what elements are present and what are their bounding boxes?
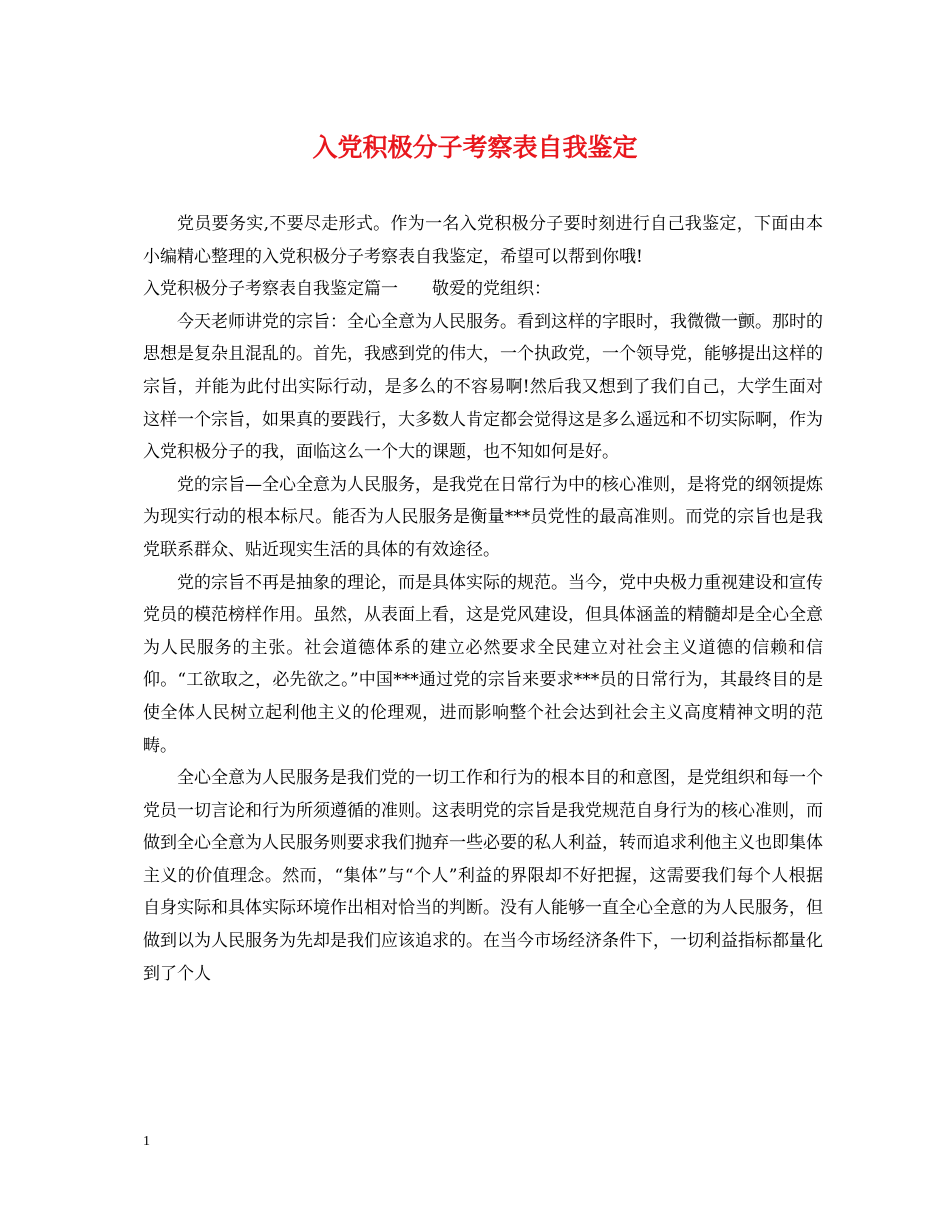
page-number: 1 bbox=[143, 1134, 150, 1149]
body-paragraph-3: 党的宗旨不再是抽象的理论，而是具体实际的规范。当今，党中央极力重视建设和宣传党员的模范榜样作用。虽然，从表面上看，这是党风建设，但具体涵盖的精髓却是全心全意为人民服务的主张。社会道德体系的建立必然要求全民建立对社会主义道德的信赖和信仰。“工欲取之，必先欲之。”中国***通过党的宗旨来要求***员的日常行为，其最终目的是使全体人民树立起利他主义的伦理观，进而影响整个社会达到社会主义高度精神文明的范畴。 bbox=[143, 572, 823, 756]
section-heading: 入党积极分子考察表自我鉴定篇一 敬爱的党组织： bbox=[143, 279, 551, 300]
intro-paragraph: 党员要务实,不要尽走形式。作为一名入党积极分子要时刻进行自己我鉴定，下面由本小编精心整理的入党积极分子考察表自我鉴定，希望可以帮到你哦! bbox=[143, 214, 823, 267]
body-paragraph-2: 党的宗旨—全心全意为人民服务，是我党在日常行为中的核心准则，是将党的纲领提炼为现实行动的根本标尺。能否为人民服务是衡量***员党性的最高准则。而党的宗旨也是我党联系群众、贴近现实生活的具体的有效途径。 bbox=[143, 474, 823, 560]
body-paragraph-1: 今天老师讲党的宗旨：全心全意为人民服务。看到这样的字眼时，我微微一颤。那时的思想是复杂且混乱的。首先，我感到党的伟大，一个执政党，一个领导党，能够提出这样的宗旨，并能为此付出实际行动，是多么的不容易啊!然后我又想到了我们自己，大学生面对这样一个宗旨，如果真的要践行，大多数人肯定都会觉得这是多么遥远和不切实际啊，作为入党积极分子的我，面临这么一个大的课题，也不知如何是好。 bbox=[143, 311, 823, 463]
document-body bbox=[143, 208, 823, 990]
document-title: 入党积极分子考察表自我鉴定 bbox=[312, 133, 638, 162]
body-paragraph-4: 全心全意为人民服务是我们党的一切工作和行为的根本目的和意图，是党组织和每一个党员一切言论和行为所须遵循的准则。这表明党的宗旨是我党规范自身行为的核心准则，而做到全心全意为人民服务则要求我们抛弃一些必要的私人利益，转而追求利他主义也即集体主义的价值理念。然而，“集体”与“个人”利益的界限却不好把握，这需要我们每个人根据自身实际和具体实际环境作出相对恰当的判断。没有人能够一直全心全意的为人民服务，但做到以为人民服务为先却是我们应该追求的。在当今市场经济条件下，一切利益指标都量化到了个人 bbox=[143, 768, 823, 984]
